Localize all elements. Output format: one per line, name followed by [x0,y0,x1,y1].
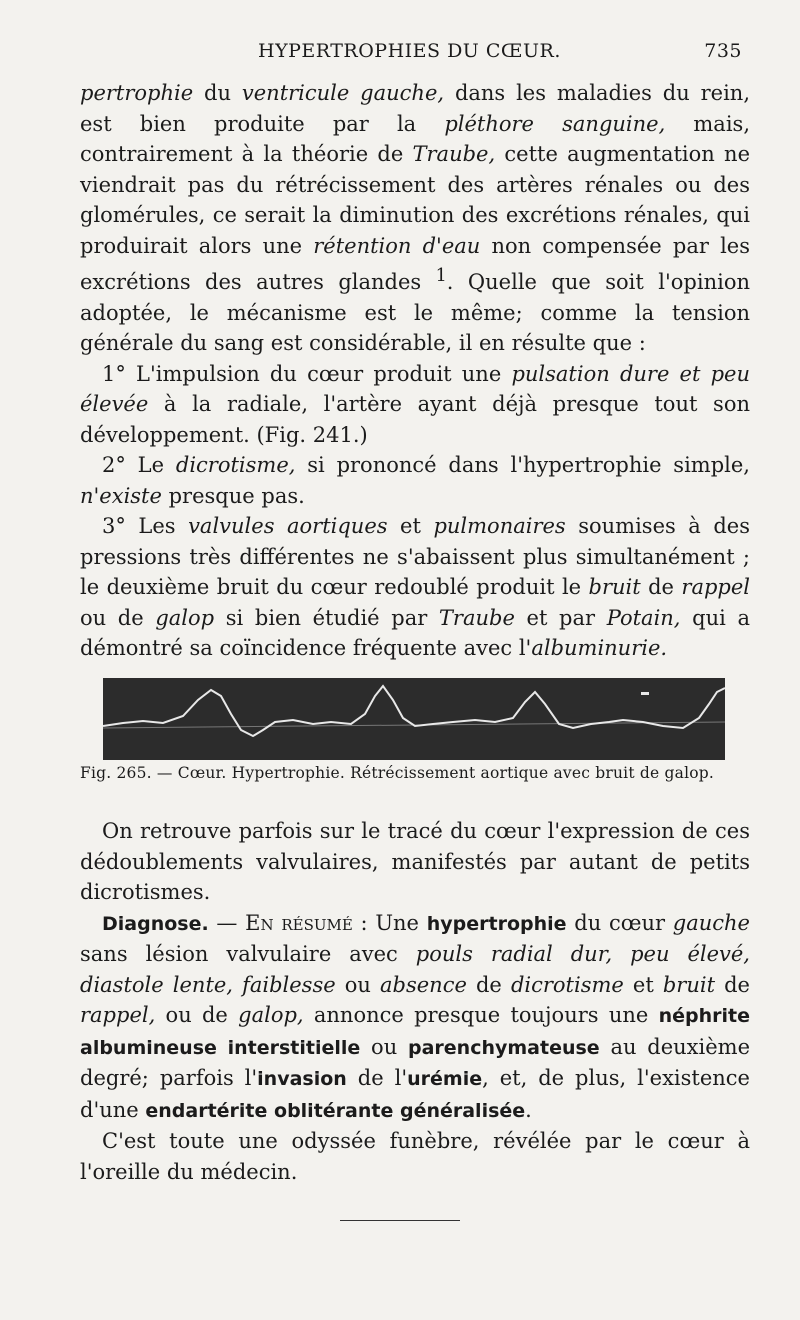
italic-span: rappel, [80,1003,156,1027]
text-span: 2° Le [102,453,176,477]
paragraph-2: On retrouve parfois sur le tracé du cœur l'expression de ces dédoublements valvulaires, manifestés par autant de petits dicrotismes. [80,819,750,904]
text-span: qui a démontré sa coïncidence fréquente avec l' [80,605,750,660]
text-span: et [387,514,434,538]
italic-span: dicrotisme [510,972,624,997]
italic-span: pulmonaires [433,514,566,538]
text-span: à la radiale, l'artère ayant déjà presque tout son développement. (Fig. 241.) [80,392,750,447]
text-span: ou [360,1034,408,1059]
italic-span: n'existe [80,483,162,508]
italic-span: Potain, [606,605,681,630]
text-span: et [623,972,663,997]
italic-span: bruit [588,575,641,599]
text-span: du [193,81,242,105]
italic-span: absence [380,972,467,997]
text-span: de [640,575,682,599]
text-span: soumises à des pressions très différentes ne s'abaissent plus simultanément ; le deuxième bruit du cœur redoublé produit le [80,514,750,599]
text-span: au deuxième degré; parfois l' [80,1034,750,1090]
running-header [78,40,750,70]
italic-span: pouls radial dur, peu élevé, diastole lente, faiblesse [80,942,750,997]
italic-span: Traube, [412,142,496,166]
italic-span: ventricule gauche, [241,81,445,105]
text-span: non compensée par les excrétions des autres glandes [80,233,750,294]
text-span: sans lésion valvulaire avec [80,942,416,966]
italic-span: gauche [672,910,750,935]
text-span: dans les maladies du rein, est bien produite par la [80,81,751,136]
text-span: si bien étudié par [214,605,439,630]
text-span: mais, contrairement à la théorie de [80,111,750,166]
footnote-marker: 1 [435,266,447,286]
text-span: : Une [352,910,427,935]
italic-span: Traube [438,605,515,630]
running-title: HYPERTROPHIES DU CŒUR. [258,40,561,62]
bold-span: urémie [407,1068,483,1090]
text-span: — [208,910,246,935]
bold-span: invasion [257,1068,347,1090]
italic-span: pulsation dure et peu élevée [80,361,751,416]
italic-span: albuminurie. [531,636,668,660]
text-span: ou [335,972,380,997]
paragraph-1 [80,78,750,359]
italic-span: valvules aortiques [188,514,388,538]
pulse-trace-line [103,686,725,736]
text-span: ou de [155,1003,239,1027]
italic-span: galop [155,605,215,630]
italic-span: rappel [681,575,750,599]
italic-span: rétention d'eau [313,233,481,258]
bold-heading: Diagnose. [102,912,209,935]
italic-span: bruit [662,972,716,997]
text-span: du cœur [566,910,673,935]
text-span: 1° L'impulsion du cœur produit une [102,361,512,386]
footnote-rule [340,1220,460,1221]
text-span: . [525,1097,532,1122]
pulse-tracing-figure [103,678,725,760]
page-number: 735 [704,40,742,62]
tracing-mark [641,692,649,695]
text-span: annonce presque toujours une [303,1003,659,1027]
list-item-1 [80,359,750,451]
bold-span: parenchymateuse [408,1036,600,1059]
lower-text-block [80,816,750,1187]
bold-span: néphrite albumineuse interstitielle [80,1005,750,1059]
text-span: , et, de plus, l'existence d'une [80,1066,750,1122]
list-item-3 [80,511,750,664]
bold-span: endartérite oblitérante généralisée [145,1099,526,1122]
text-span: de l' [346,1066,408,1090]
italic-span: dicrotisme, [175,453,296,477]
list-item-2 [80,450,750,511]
paragraph-3: C'est toute une odyssée funèbre, révélée par le cœur à l'oreille du médecin. [80,1129,750,1184]
smallcaps-span: En résumé [245,910,353,935]
italic-span: pertrophie [80,81,194,105]
diagnose-paragraph [80,908,750,1127]
italic-span: pléthore sanguine, [444,111,666,136]
text-span: cette augmentation ne viendrait pas du rétrécissement des artères rénales ou des glomérules, ce serait la diminution des excrétions rénales, qui produirait alors une [80,142,750,258]
text-span: de [715,972,750,997]
text-span: ou de [80,605,156,630]
text-span: si prononcé dans l'hypertrophie simple, [295,453,750,477]
figure-caption: Fig. 265. — Cœur. Hypertrophie. Rétrécissement aortique avec bruit de galop. [80,764,715,782]
pulse-tracing-svg [103,678,725,760]
italic-span: galop, [238,1003,304,1027]
text-span: 3° Les [102,514,189,538]
bold-span: hypertrophie [426,912,567,935]
text-span: . Quelle que soit l'opinion adoptée, le mécanisme est le même; comme la tension générale du sang est considérable, il en résulte que : [80,270,750,355]
text-span: de [466,972,511,997]
text-span: et par [514,605,607,630]
upper-text-block [80,78,750,664]
text-span: presque pas. [161,483,305,508]
